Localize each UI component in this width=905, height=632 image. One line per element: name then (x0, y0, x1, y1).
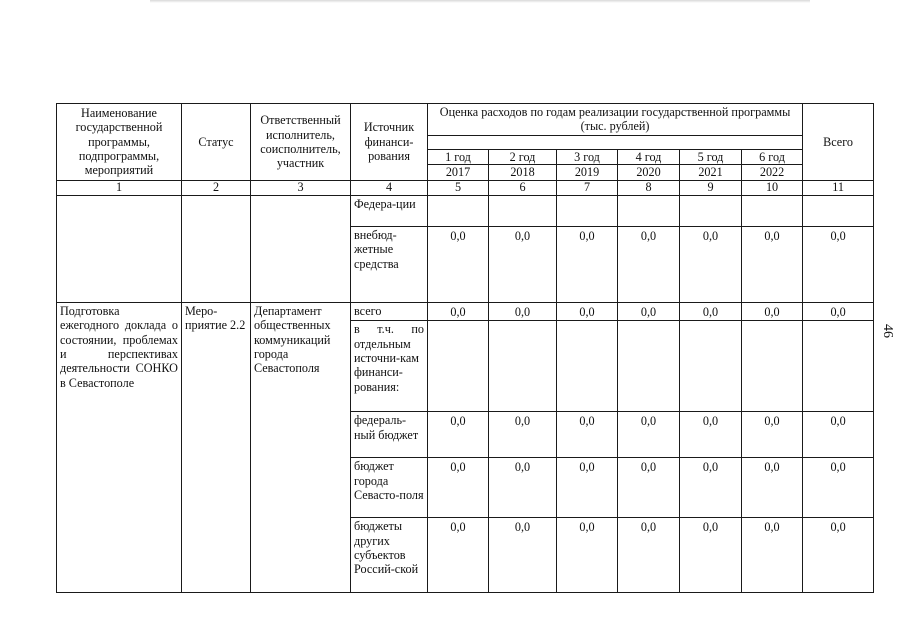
source-cell: в т.ч. по отдельным источни-кам финанси-рования: (351, 321, 428, 412)
value-cell (428, 321, 489, 412)
col-number-6: 6 (489, 180, 557, 195)
value-cell: 0,0 (428, 302, 489, 320)
value-cell: 0,0 (618, 226, 680, 302)
value-cell: 0,0 (428, 226, 489, 302)
prev-responsible-cell (251, 195, 351, 302)
header-responsible: Ответственный исполнитель, соисполнитель, участник (251, 104, 351, 181)
year-6-value: 2022 (759, 164, 785, 179)
value-cell: 0,0 (489, 412, 557, 458)
value-cell: 0,0 (742, 226, 803, 302)
value-cell: 0,0 (428, 518, 489, 593)
prev-status-cell (182, 195, 251, 302)
year-6-label: 6 год (742, 150, 802, 165)
col-number-5: 5 (428, 180, 489, 195)
header-year-2 (489, 149, 557, 180)
year-5-label: 5 год (680, 150, 741, 165)
year-4-label: 4 год (618, 150, 679, 165)
year-1-value: 2017 (445, 164, 471, 179)
source-cell: бюджеты других субъектов Россий-ской (351, 518, 428, 593)
value-cell: 0,0 (618, 518, 680, 593)
source-cell: Федера-ции (351, 195, 428, 226)
source-cell: бюджет города Севасто-поля (351, 458, 428, 518)
value-cell (742, 321, 803, 412)
value-cell (618, 321, 680, 412)
value-cell (742, 195, 803, 226)
value-cell: 0,0 (489, 302, 557, 320)
value-cell: 0,0 (680, 226, 742, 302)
header-year-5 (680, 149, 742, 180)
year-1-label: 1 год (428, 150, 488, 165)
year-3-label: 3 год (557, 150, 617, 165)
year-5-value: 2021 (698, 164, 723, 179)
activity-name: Подготовка ежегодного доклада о состоянии, проблемах и перспективах деятельности СОНКО в Севастополе (57, 302, 182, 592)
value-cell: 0,0 (618, 302, 680, 320)
header-blank-band (428, 135, 803, 149)
value-cell (680, 195, 742, 226)
col-number-3: 3 (251, 180, 351, 195)
prev-name-cell (57, 195, 182, 302)
col-number-7: 7 (557, 180, 618, 195)
year-2-value: 2018 (510, 164, 535, 179)
value-cell (803, 195, 874, 226)
year-4-value: 2020 (636, 164, 661, 179)
value-cell: 0,0 (428, 458, 489, 518)
header-name: Наименование государственной программы, подпрограммы, мероприятий (57, 104, 182, 181)
col-number-11: 11 (803, 180, 874, 195)
activity-responsible: Департамент общественных коммуникаций города Севастополя (251, 302, 351, 592)
value-cell: 0,0 (803, 412, 874, 458)
value-cell: 0,0 (428, 412, 489, 458)
value-cell: 0,0 (742, 518, 803, 593)
header-year-3 (557, 149, 618, 180)
value-cell: 0,0 (618, 458, 680, 518)
header-year-1 (428, 149, 489, 180)
col-number-10: 10 (742, 180, 803, 195)
header-estimate: Оценка расходов по годам реализации государственной программы (тыс. рублей) (428, 104, 803, 136)
header-status: Статус (182, 104, 251, 181)
source-cell: всего (351, 302, 428, 320)
value-cell: 0,0 (742, 458, 803, 518)
header-year-6 (742, 149, 803, 180)
value-cell (489, 195, 557, 226)
value-cell: 0,0 (803, 518, 874, 593)
value-cell: 0,0 (680, 458, 742, 518)
year-2-label: 2 год (489, 150, 556, 165)
value-cell (428, 195, 489, 226)
value-cell: 0,0 (557, 226, 618, 302)
activity-status: Меро-приятие 2.2 (182, 302, 251, 592)
col-number-8: 8 (618, 180, 680, 195)
value-cell: 0,0 (557, 458, 618, 518)
col-number-1: 1 (57, 180, 182, 195)
value-cell: 0,0 (742, 302, 803, 320)
col-number-2: 2 (182, 180, 251, 195)
header-total: Всего (803, 104, 874, 181)
col-number-4: 4 (351, 180, 428, 195)
source-cell: федераль-ный бюджет (351, 412, 428, 458)
financing-table (56, 103, 874, 593)
value-cell: 0,0 (680, 302, 742, 320)
value-cell: 0,0 (803, 226, 874, 302)
value-cell: 0,0 (803, 458, 874, 518)
col-number-9: 9 (680, 180, 742, 195)
value-cell: 0,0 (557, 412, 618, 458)
header-year-4 (618, 149, 680, 180)
header-source: Источник финанси-рования (351, 104, 428, 181)
value-cell: 0,0 (680, 412, 742, 458)
value-cell: 0,0 (557, 302, 618, 320)
value-cell (557, 321, 618, 412)
value-cell: 0,0 (489, 226, 557, 302)
value-cell (680, 321, 742, 412)
value-cell: 0,0 (742, 412, 803, 458)
page-number: 46 (880, 324, 895, 338)
value-cell: 0,0 (557, 518, 618, 593)
source-cell: внебюд-жетные средства (351, 226, 428, 302)
year-3-value: 2019 (574, 164, 600, 179)
value-cell: 0,0 (618, 412, 680, 458)
value-cell: 0,0 (489, 458, 557, 518)
value-cell (557, 195, 618, 226)
value-cell: 0,0 (803, 302, 874, 320)
value-cell: 0,0 (680, 518, 742, 593)
value-cell (489, 321, 557, 412)
value-cell (618, 195, 680, 226)
value-cell (803, 321, 874, 412)
page-top-edge (150, 0, 810, 3)
value-cell: 0,0 (489, 518, 557, 593)
